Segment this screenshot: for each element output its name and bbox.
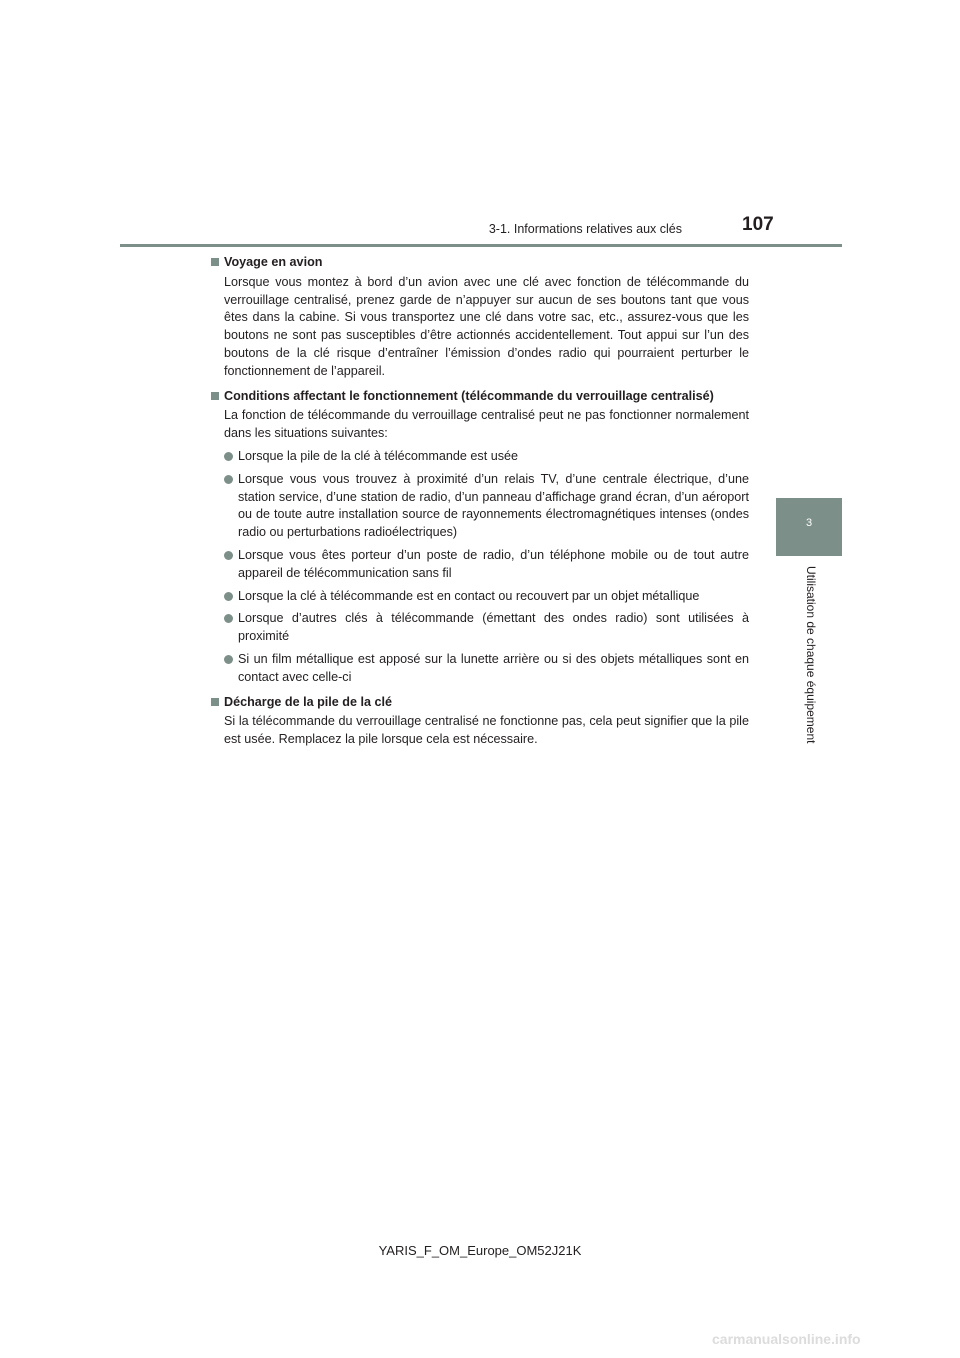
list-item bbox=[211, 588, 749, 606]
list-item-text: Lorsque vous êtes porteur d’un poste de radio, d’un téléphone mobile ou de tout autre appareil de télécommunication sans fil bbox=[238, 547, 749, 580]
page-content bbox=[211, 254, 749, 756]
section-heading-text: Décharge de la pile de la clé bbox=[224, 694, 392, 709]
section-heading-text: Conditions affectant le fonctionnement (télécommande du verrouillage centralisé) bbox=[224, 388, 714, 403]
list-item bbox=[211, 471, 749, 542]
section-paragraph: Si la télécommande du verrouillage centralisé ne fonctionne pas, cela peut signifier que la pile est usée. Remplacez la pile lorsque cela est nécessaire. bbox=[224, 714, 749, 747]
section-paragraph: Lorsque vous montez à bord d’un avion avec une clé avec fonction de télécommande du verrouillage centralisé, prenez garde de n’appuyer sur aucun de ses boutons tant que vous êtes dans la cabine. Si vous transportez une clé dans votre sac, etc., assurez-vous que les boutons ne sont pas susceptibles d’être actionnés accidentellement. Tout appui sur l’un des boutons de la clé risque d’entraîner l’émission d’ondes radio qui pourraient perturber le fonctionnement de l’appareil. bbox=[224, 274, 749, 378]
watermark: carmanualsonline.info bbox=[712, 1331, 861, 1347]
list-item-text: Lorsque la pile de la clé à télécommande est usée bbox=[238, 448, 519, 463]
round-bullet-icon bbox=[224, 475, 233, 484]
section-air-travel bbox=[211, 254, 749, 381]
chapter-number: 3 bbox=[805, 517, 813, 529]
section-heading bbox=[211, 694, 749, 712]
section-battery-depletion bbox=[211, 694, 749, 749]
document-code: YARIS_F_OM_Europe_OM52J21K bbox=[378, 1243, 582, 1258]
list-item bbox=[211, 448, 749, 466]
section-heading-text: Voyage en avion bbox=[224, 255, 323, 269]
list-item bbox=[211, 547, 749, 583]
list-item-text: Si un film métallique est apposé sur la lunette arrière ou si des objets métalliques sont en contact avec celle-ci bbox=[238, 651, 749, 684]
list-item bbox=[211, 610, 749, 646]
round-bullet-icon bbox=[224, 614, 233, 623]
round-bullet-icon bbox=[224, 452, 233, 461]
list-item-text: Lorsque la clé à télécommande est en contact ou recouvert par un objet métallique bbox=[238, 588, 700, 603]
header-divider bbox=[120, 244, 842, 247]
square-bullet-icon bbox=[211, 258, 219, 266]
section-heading bbox=[211, 254, 749, 272]
round-bullet-icon bbox=[224, 655, 233, 664]
page-number: 107 bbox=[742, 214, 774, 235]
list-item-text: Lorsque vous vous trouvez à proximité d’un relais TV, d’une centrale électrique, d’une station service, d’une station de radio, d’un panneau d’affichage grand écran, d’un aéroport ou de toute autre installation source de rayonnements électromagnétiques intenses (ondes radio ou perturbations radioélectriques) bbox=[238, 471, 749, 540]
round-bullet-icon bbox=[224, 551, 233, 560]
section-paragraph: La fonction de télécommande du verrouillage centralisé peut ne pas fonctionner normalement dans les situations suivantes: bbox=[224, 408, 749, 441]
section-heading bbox=[211, 388, 749, 406]
section-operating-conditions bbox=[211, 388, 749, 687]
chapter-title: Utilisation de chaque équipement bbox=[804, 566, 818, 744]
list-item-text: Lorsque d’autres clés à télécommande (émettant des ondes radio) sont utilisées à proximité bbox=[238, 611, 749, 644]
chapter-tab bbox=[776, 498, 842, 556]
list-item bbox=[211, 651, 749, 687]
square-bullet-icon bbox=[211, 392, 219, 400]
round-bullet-icon bbox=[224, 592, 233, 601]
square-bullet-icon bbox=[211, 698, 219, 706]
header-section-title: 3-1. Informations relatives aux clés bbox=[488, 222, 682, 236]
